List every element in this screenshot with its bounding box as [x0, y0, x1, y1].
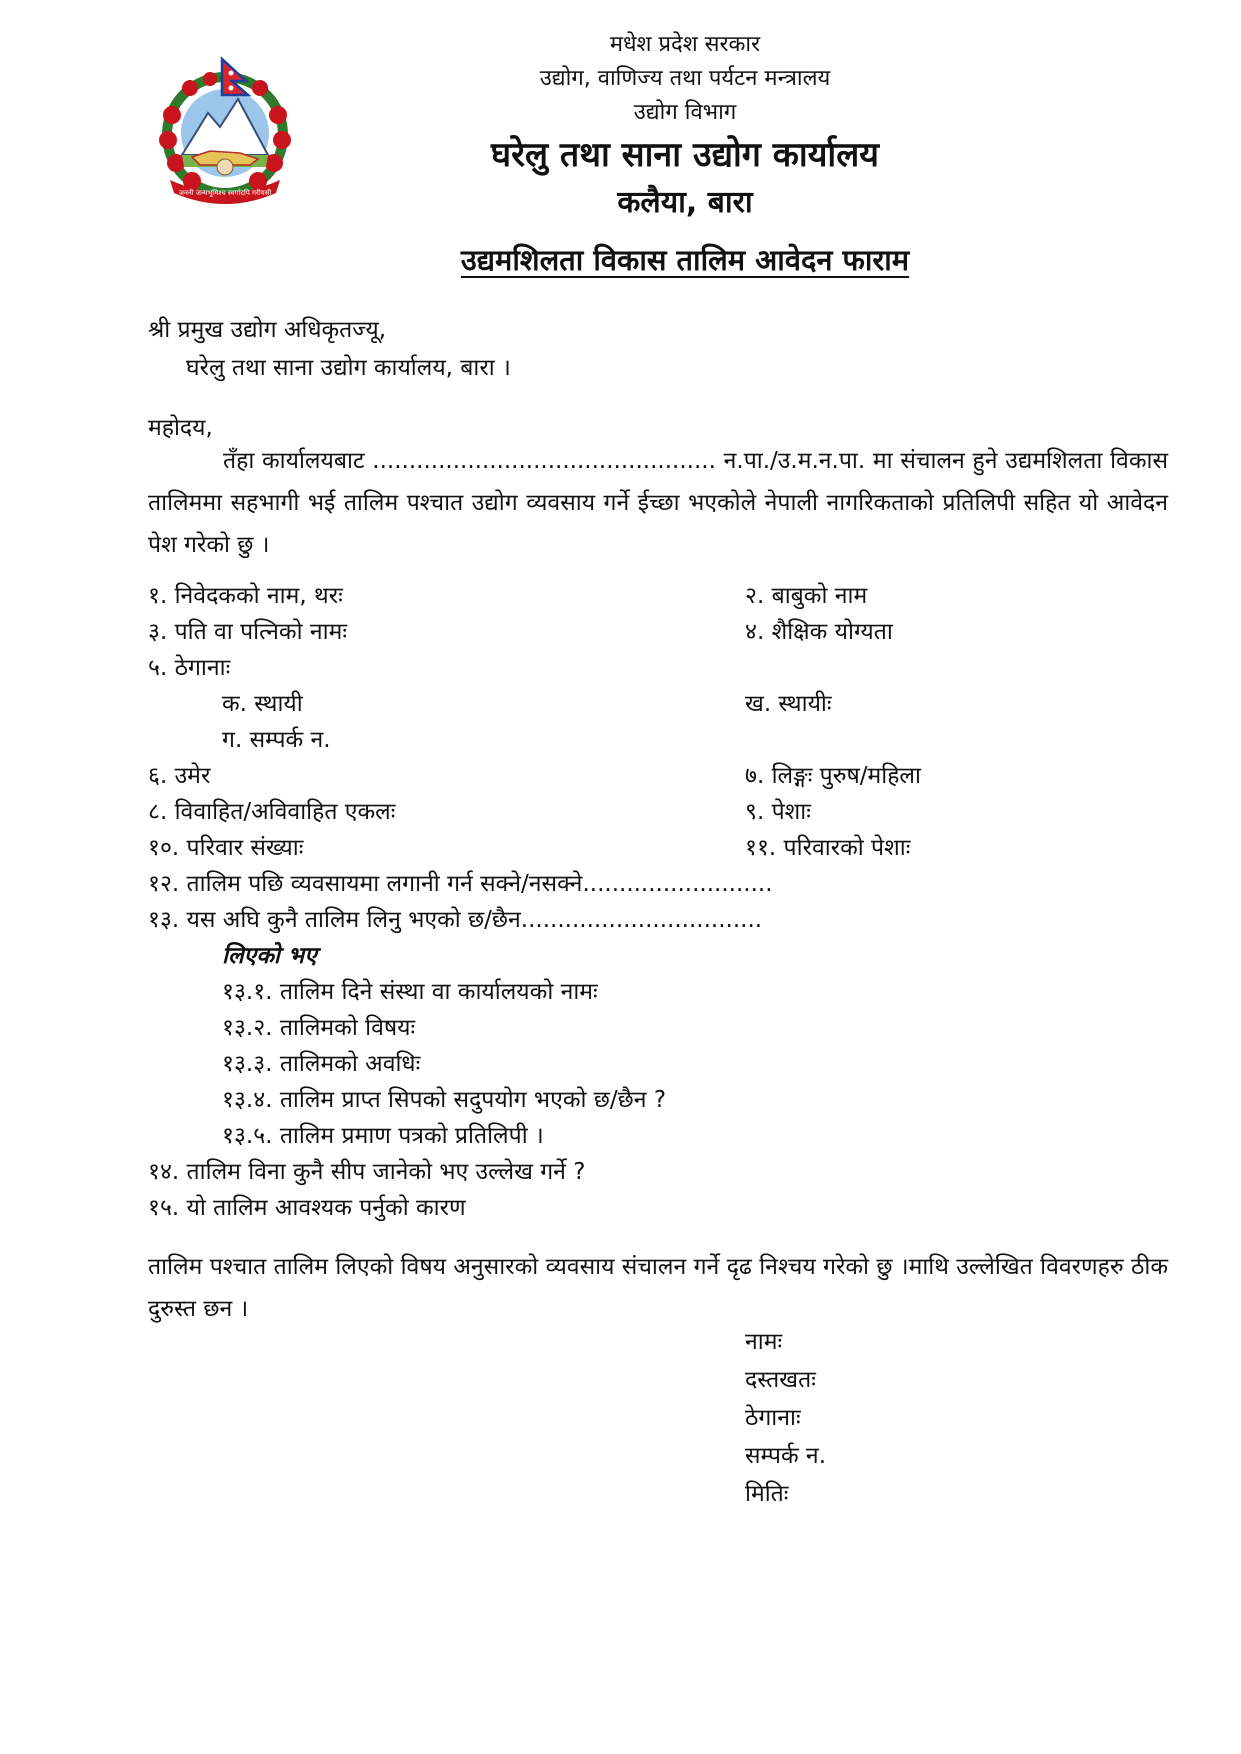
field-applicant-name: १. निवेदकको नाम, थरः [148, 583, 343, 609]
signature-name: नामः [745, 1329, 783, 1355]
field-training-subject: १३.२. तालिमको विषयः [222, 1015, 416, 1041]
addressee-line2: घरेलु तथा साना उद्योग कार्यालय, बारा । [186, 355, 511, 381]
field-occupation: ९. पेशाः [745, 799, 811, 825]
header-office: घरेलु तथा साना उद्योग कार्यालय [491, 135, 879, 175]
salutation: महोदय, [148, 415, 213, 441]
declaration: तालिम पश्चात तालिम लिएको विषय अनुसारको व्यवसाय संचालन गर्ने दृढ निश्चय गरेको छु ।माथि उल्लेखित विवरणहरु ठीक दुरुस्त छन । [148, 1254, 1168, 1322]
header-province: मधेश प्रदेश सरकार [609, 32, 761, 57]
header-department: उद्योग विभाग [633, 100, 737, 125]
field-training-institute: १३.१. तालिम दिने संस्था वा कार्यालयको नामः [222, 979, 598, 1005]
field-training-duration: १३.३. तालिमको अवधिः [222, 1051, 421, 1077]
header-ministry: उद्योग, वाणिज्य तथा पर्यटन मन्त्रालय [539, 66, 831, 91]
field-previous-training: १३. यस अघि कुनै तालिम लिनु भएको छ/छैन................................. [148, 907, 763, 933]
field-investment-capacity: १२. तालिम पछि व्यवसायमा लगानी गर्न सक्ने/नसक्ने.......................... [148, 871, 773, 897]
field-marital-status: ८. विवाहित/अविवाहित एकलः [148, 799, 396, 825]
field-spouse-name: ३. पति वा पत्निको नामः [148, 619, 347, 645]
field-skill-utilization: १३.४. तालिम प्राप्त सिपको सदुपयोग भएको छ/छैन ? [222, 1087, 667, 1113]
field-certificate-copy: १३.५. तालिम प्रमाण पत्रको प्रतिलिपी । [222, 1123, 544, 1149]
signature-contact: सम्पर्क न. [745, 1443, 827, 1469]
field-gender: ७. लिङ्गः पुरुष/महिला [745, 763, 921, 789]
addressee-line1: श्री प्रमुख उद्योग अधिकृतज्यू, [148, 317, 387, 343]
field-temporary-address: ख. स्थायीः [745, 691, 832, 717]
form-title: उद्यमशिलता विकास तालिम आवेदन फाराम [460, 243, 910, 277]
field-address: ५. ठेगानाः [148, 655, 231, 681]
field-education: ४. शैक्षिक योग्यता [745, 619, 893, 645]
field-other-skills: १४. तालिम विना कुनै सीप जानेको भए उल्लेख गर्ने ? [148, 1159, 586, 1185]
if-taken-label: लिएको भए [222, 943, 317, 969]
body-paragraph: तँहा कार्यालयबाट ............................................... न.पा./उ.म.न.पा. मा संचालन हुने उद्यमशिलता विकास तालिममा सहभागी भई तालिम पश्चात उद्योग व्यवसाय गर्ने ईच्छा भएकोले नेपाली नागरिकताको प्रतिलिपी सहित यो आवेदन पेश गरेको छु । [148, 448, 1168, 558]
field-family-size: १०. परिवार संख्याः [148, 835, 304, 861]
field-age: ६. उमेर [148, 763, 211, 789]
header-location: कलैया, बारा [617, 185, 753, 220]
field-training-reason: १५. यो तालिम आवश्यक पर्नुको कारण [148, 1195, 466, 1221]
field-permanent-address: क. स्थायी [222, 691, 303, 717]
field-contact-number: ग. सम्पर्क न. [222, 727, 331, 753]
signature-sign: दस्तखतः [745, 1367, 816, 1393]
field-father-name: २. बाबुको नाम [745, 583, 868, 609]
field-family-occupation: ११. परिवारको पेशाः [745, 835, 911, 861]
signature-date: मितिः [745, 1481, 789, 1507]
signature-address: ठेगानाः [745, 1405, 801, 1431]
emblem-motto: जननी जन्मभूमिश्च स्वर्गादपि गरीयसी [178, 189, 272, 197]
